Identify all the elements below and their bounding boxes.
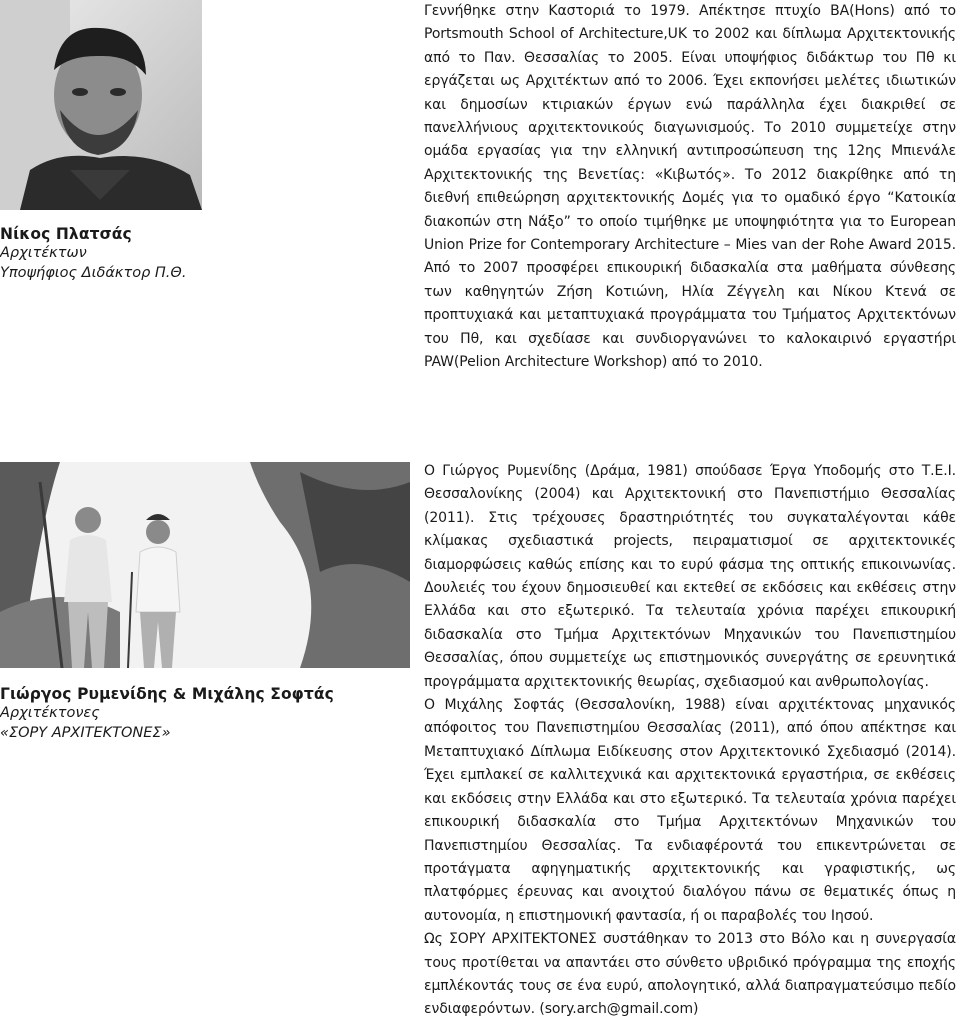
caption-platsas (0, 224, 240, 283)
studio-name: «ΣΟΡΥ ΑΡΧΙΤΕΚΤΟΝΕΣ» (0, 724, 171, 741)
bio-paragraph-rymenidis: Ο Γιώργος Ρυμενίδης (Δράμα, 1981) σπούδασε Έργα Υποδομής στο Τ.Ε.Ι. Θεσσαλονίκης (2004) και Αρχιτεκτονική στο Πανεπιστήμιο Θεσσαλίας (2011). Στις τρέχουσες δραστηριότητές του συγκαταλέγονται κάθε κλίμακας σχεδιαστικά projects, πειραματισμοί σε αρχιτεκτονικές διαμορφώσεις καθώς επίσης και το ευρύ φάσμα της οπτικής επικοινωνίας. Δουλειές του έχουν δημοσιευθεί και εκτεθεί σε εκδόσεις και εκθέσεις στην Ελλάδα και στο εξωτερικό. Τα τελευταία χρόνια παρέχει επικουρική διδασκαλία στο Τμήμα Αρχιτεκτόνων Μηχανικών του Πανεπιστημίου Θεσσαλίας, όπου συμμετείχε ως επιστημονικός συνεργάτης σε ερευνητικά προγράμματα αρχιτεκτονικής θεωρίας, σχεδιασμού και ανθρωπολογίας. (424, 463, 956, 690)
bio-paragraph-sory: Ως ΣΟΡΥ ΑΡΧΙΤΕΚΤΟΝΕΣ συστάθηκαν το 2013 στο Βόλο και η συνεργασία τους προτίθεται να απαντάει στο σύνθετο υβριδικό πρόγραμμα της εποχής εμπλέκοντάς τους σε ένα ευρύ, απολογητικό, αλλά διαπραγματεύσιμο πεδίο ενδιαφερόντων. (sory.arch@gmail.com) (424, 931, 956, 1018)
bio-paragraph: Γεννήθηκε στην Καστοριά το 1979. Απέκτησε πτυχίο BA(Hons) από το Portsmouth School of Architecture,UK το 2002 και δίπλωμα Αρχιτεκτονικής από το Παν. Θεσσαλίας το 2005. Είναι υποψήφιος διδάκτωρ του Πθ κι εργάζεται ως Αρχιτέκτων από το 2006. Έχει εκπονήσει μελέτες ιδιωτικών και δημοσίων κτιριακών έργων ενώ παράλληλα έχει διακριθεί σε πανελλήνιους αρχιτεκτονικούς διαγωνισμούς. Το 2010 συμμετείχε στην ομάδα εργασίας για την ελληνική αντιπροσώπευση της 12ης Μπιενάλε Αρχιτεκτονικής της Βενετίας: «Κιβωτός». Το 2012 διακρίθηκε από τη διεθνή επιθεώρηση αρχιτεκτονικής Δομές για το ομαδικό έργο “Κατοικία διακοπών στη Νάξο” το οποίο τιμήθηκε με υποψηφιότητα για το European Union Prize for Contemporary Architecture – Mies van der Rohe Award 2015. Από το 2007 προσφέρει επικουρική διδασκαλία στα μαθήματα σύνθεσης των καθηγητών Ζήση Κοτιώνη, Ηλία Ζέγγελη και Νίκου Κτενά σε προπτυχιακά και μεταπτυχιακά προγράμματα του Τμήματος Αρχιτεκτόνων του Πθ, και σχεδίασε και συνδιοργανώνει το καλοκαιρινό εργαστήρι PAW(Pelion Architecture Workshop) από το 2010. (424, 3, 956, 371)
persons-role: Αρχιτέκτονες (0, 705, 100, 721)
person-subtitle: Υποψήφιος Διδάκτορ Π.Θ. (0, 264, 187, 281)
caption-sory (0, 684, 400, 743)
portrait-photo-platsas (0, 0, 202, 210)
person-role: Αρχιτέκτων (0, 245, 87, 261)
bio-paragraph-softas: Ο Μιχάλης Σοφτάς (Θεσσαλονίκη, 1988) είναι αρχιτέκτονας μηχανικός απόφοιτος του Πανεπιστημίου Θεσσαλίας (2011), από όπου απέκτησε και Μεταπτυχιακό Δίπλωμα Ειδίκευσης στον Αρχιτεκτονικό Σχεδιασμό (2014). Έχει εμπλακεί σε καλλιτεχνικά και αρχιτεκτονικά εργαστήρια, σε εκθέσεις και εκδόσεις στην Ελλάδα και στο εξωτερικό. Τα τελευταία χρόνια παρέχει επικουρική διδασκαλία στο Τμήμα Αρχιτεκτόνων Μηχανικών του Πανεπιστημίου Θεσσαλίας. Τα ενδιαφέροντά του επικεντρώνεται σε προτάγματα αφηγηματικής αρχιτεκτονικής και γραφιστικής, ως πλατφόρμες έρευνας και ανοιχτού διαλόγου πάνω σε θεματικές όπως η αυτονομία, η επιστημονική φαντασία, ή οι παραβολές του Ιησού. (424, 697, 956, 924)
bio-platsas (424, 0, 956, 375)
person-name: Νίκος Πλατσάς (0, 225, 132, 243)
photo-rymenidis-softas (0, 462, 410, 668)
persons-names: Γιώργος Ρυμενίδης & Μιχάλης Σοφτάς (0, 685, 334, 703)
bio-sory (424, 460, 956, 1022)
